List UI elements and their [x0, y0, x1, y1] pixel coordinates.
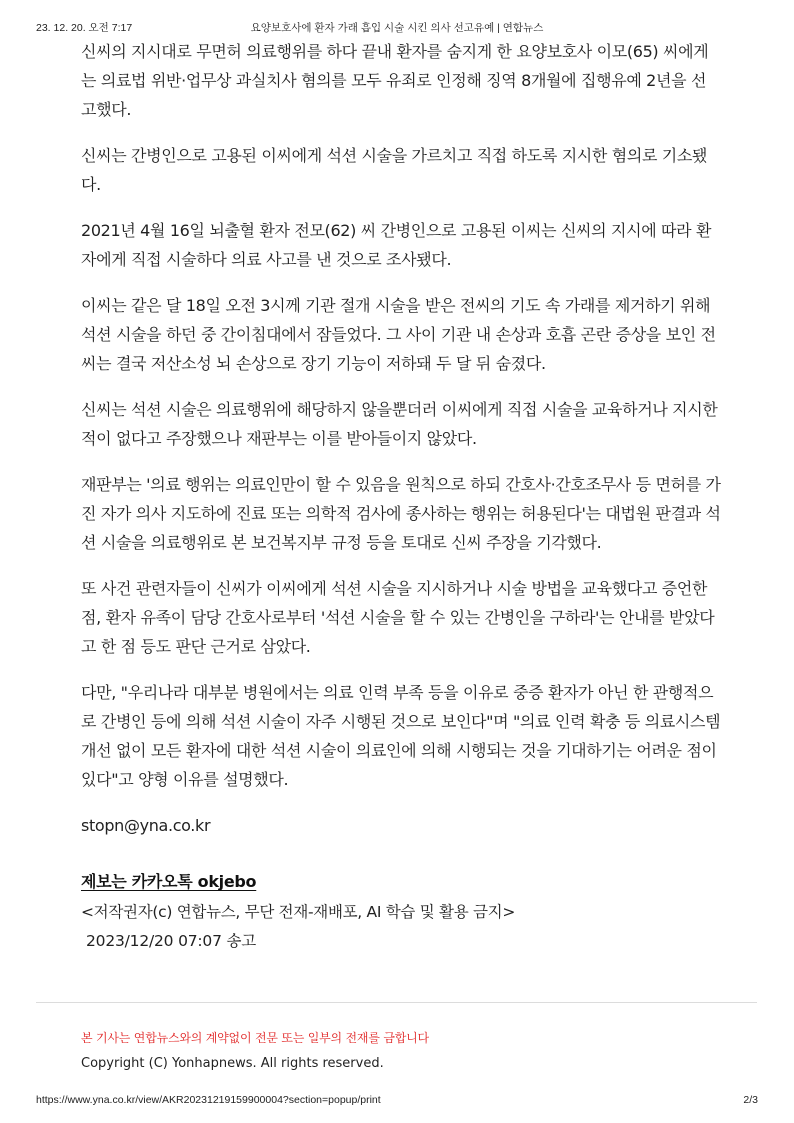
divider [36, 1002, 757, 1003]
article-paragraph: 신씨는 석션 시술은 의료행위에 해당하지 않을뿐더러 이씨에게 직접 시술을 교육하거나 지시한 적이 없다고 주장했으나 재판부는 이를 받아들이지 않았다. [81, 400, 718, 448]
print-url: https://www.yna.co.kr/view/AKR20231219159900004?section=popup/print [36, 1094, 381, 1106]
copyright-notice: <저작권자(c) 연합뉴스, 무단 전재-재배포, AI 학습 및 활용 금지> [81, 903, 516, 921]
article-paragraph: 2021년 4월 16일 뇌출혈 환자 전모(62) 씨 간병인으로 고용된 이씨는 신씨의 지시에 따라 환자에게 직접 시술하다 의료 사고를 낸 것으로 조사됐다. [81, 221, 712, 269]
article-body [81, 37, 721, 856]
article-paragraph: 재판부는 '의료 행위는 의료인만이 할 수 있음을 원칙으로 하되 간호사·간호조무사 등 면허를 가진 자가 의사 지도하에 진료 또는 의학적 검사에 종사하는 행위는 허용된다'는 대법원 판결과 석션 시술을 의료행위로 본 보건복지부 규정 등을 토대로 신씨 주장을 기각했다. [81, 475, 721, 552]
article-paragraph: 다만, "우리나라 대부분 병원에서는 의료 인력 부족 등을 이유로 중증 환자가 아닌 한 관행적으로 간병인 등에 의해 석션 시술이 자주 시행된 것으로 보인다"며 "의료 인력 확충 등 의료시스템 개선 없이 모든 환자에 대한 석션 시술이 의료인에 의해 시행되는 것을 기대하기는 어려운 점이 있다"고 양형 이유를 설명했다. [81, 683, 721, 789]
reprint-warning: 본 기사는 연합뉴스와의 계약없이 전문 또는 일부의 전재를 금합니다 [81, 1031, 429, 1045]
sent-timestamp: 2023/12/20 07:07 송고 [86, 932, 257, 950]
print-page-title: 요양보호사에 환자 가래 흡입 시술 시킨 의사 선고유예 | 연합뉴스 [250, 22, 544, 34]
copyright-line: Copyright (C) Yonhapnews. All rights reserved. [81, 1056, 384, 1071]
article-paragraph: 이씨는 같은 달 18일 오전 3시께 기관 절개 시술을 받은 전씨의 기도 속 가래를 제거하기 위해 석션 시술을 하던 중 간이침대에서 잠들었다. 그 사이 기관 내 손상과 호흡 곤란 증상을 보인 전씨는 결국 저산소성 뇌 손상으로 장기 기능이 저하돼 두 달 뒤 숨졌다. [81, 296, 716, 373]
article-paragraph: 또 사건 관련자들이 신씨가 이씨에게 석션 시술을 지시하거나 시술 방법을 교육했다고 증언한 점, 환자 유족이 담당 간호사로부터 '석션 시술을 할 수 있는 간병인을 구하라'는 안내를 받았다고 한 점 등도 판단 근거로 삼았다. [81, 579, 715, 656]
reporter-email: stopn@yna.co.kr [81, 816, 211, 835]
kakaotalk-tip-link[interactable]: 제보는 카카오톡 okjebo [81, 872, 257, 891]
print-header [0, 20, 794, 34]
print-footer [0, 1094, 794, 1108]
article-paragraph: 신씨는 간병인으로 고용된 이씨에게 석션 시술을 가르치고 직접 하도록 지시한 혐의로 기소됐다. [81, 146, 708, 194]
page-number: 2/3 [743, 1094, 758, 1106]
article-paragraph: 신씨의 지시대로 무면허 의료행위를 하다 끝내 환자를 숨지게 한 요양보호사 이모(65) 씨에게는 의료법 위반·업무상 과실치사 혐의를 모두 유죄로 인정해 징역 8개월에 집행유예 2년을 선고했다. [81, 42, 709, 119]
print-date: 23. 12. 20. 오전 7:17 [36, 22, 133, 34]
